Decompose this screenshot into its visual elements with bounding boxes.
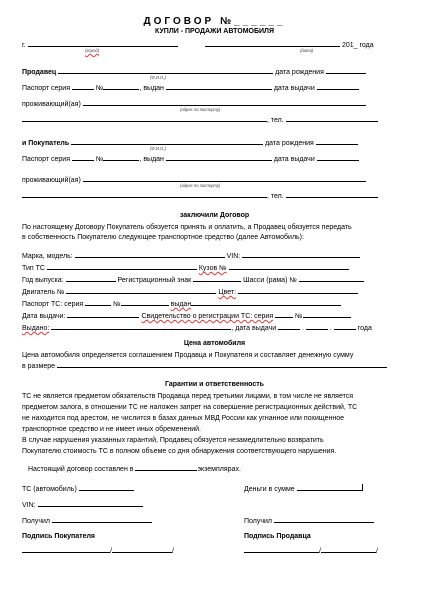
buyer-name-line[interactable]: и Покупатель дата рождения (22, 138, 358, 148)
city-caption: (город) (85, 48, 100, 53)
guarantees-line-2: предметом залога, в отношении ТС не наложен запрет на совершение регистрационных действий, ТС (22, 404, 358, 411)
buyer-signature-label: Подпись Покупателя (22, 533, 96, 540)
concluded-paragraph-2: в собственность Покупателю следующее транспортное средство (далее Автомобиль): (22, 234, 304, 241)
vehicle-vydano-line[interactable]: Выдано: , дата выдачи . . года (22, 325, 372, 332)
vehicle-type-line[interactable]: Тип ТС Кузов № (22, 263, 349, 273)
guarantees-heading: Гарантии и ответственность (165, 381, 264, 388)
price-paragraph: Цена автомобиля определяется соглашением Продавца и Покупателя и составляет денежную сумму (22, 352, 354, 359)
buyer-passport-line[interactable]: Паспорт серия № , выдан дата выдачи (22, 154, 359, 164)
seller-signature-line[interactable]: / / (244, 546, 378, 556)
buyer-phone-line[interactable]: , тел. (22, 191, 378, 201)
buyer-signature-line[interactable]: / / (22, 546, 174, 556)
guarantees-line-1: ТС не является предметом обязательств Продавца перед третьими лицами, в том числе не является (22, 393, 354, 400)
buyer-address-line[interactable]: проживающий(ая) (22, 175, 366, 185)
vehicle-make-line[interactable]: Марка, модель: VIN: (22, 251, 360, 261)
seller-phone-line[interactable]: , тел. (22, 115, 378, 125)
vehicle-year-line[interactable]: Год выпуска: Регистрационный знак Шасси (рама) № (22, 275, 364, 285)
buyer-address-caption: (адрес по паспорту) (180, 183, 221, 188)
concluded-heading: заключили Договор (179, 212, 250, 219)
city-line[interactable]: г. (22, 40, 178, 50)
sign-vin-line[interactable]: VIN: (22, 500, 143, 510)
document-subtitle: КУПЛИ - ПРОДАЖИ АВТОМОБИЛЯ (155, 28, 274, 35)
seller-received-line[interactable]: Получил (244, 516, 374, 526)
price-heading: Цена автомобиля (183, 340, 246, 347)
seller-address-caption: (адрес по паспорту) (180, 107, 221, 112)
guarantees-line-6: Покупателю стоимость ТС в полном объеме со дня обнаружения соответствующего нарушения. (22, 448, 337, 455)
date-line[interactable]: 201_ года (205, 40, 374, 50)
guarantees-line-3: не находится под арестом, не числится в базах данных МВД России как угнанное или похищенное (22, 415, 345, 422)
ts-line[interactable]: ТС (автомобиль) (22, 484, 134, 494)
seller-passport-line[interactable]: Паспорт серия № , выдан дата выдачи (22, 83, 359, 93)
guarantees-line-5: В случае нарушения указанных гарантий, Продавец обязуется незамедлительно возвратить (22, 437, 324, 444)
document-title: ДОГОВОР №______ (143, 16, 286, 27)
seller-signature-label: Подпись Продавца (244, 533, 311, 540)
buyer-fio-caption: (Ф.И.О.) (150, 146, 166, 151)
vehicle-issue-line[interactable]: Дата выдачи: Свидетельство о регистрации ТС: серия № (22, 311, 351, 321)
seller-name-line[interactable]: Продавец дата рождения (22, 67, 366, 77)
date-caption: (дата) (300, 48, 314, 53)
concluded-paragraph-1: По настоящему Договору Покупатель обязуется принять и оплатить, а Продавец обязуется передать (22, 224, 352, 231)
vehicle-pts-line[interactable]: Паспорт ТС: серия № выдан (22, 299, 341, 309)
vehicle-engine-line[interactable]: Двигатель № Цвет: (22, 287, 358, 297)
buyer-received-line[interactable]: Получил (22, 516, 152, 526)
seller-fio-caption: (Ф.И.О.) (150, 75, 166, 80)
seller-address-line[interactable]: проживающий(ая) (22, 99, 366, 109)
copies-line[interactable]: Настоящий договор составлен в экземплярах. (28, 466, 241, 473)
price-amount-line[interactable]: в размере (22, 361, 387, 371)
guarantees-line-4: транспортное средство и не имеет иных обременений. (22, 426, 202, 433)
money-line[interactable]: Деньги в сумме (244, 484, 363, 494)
